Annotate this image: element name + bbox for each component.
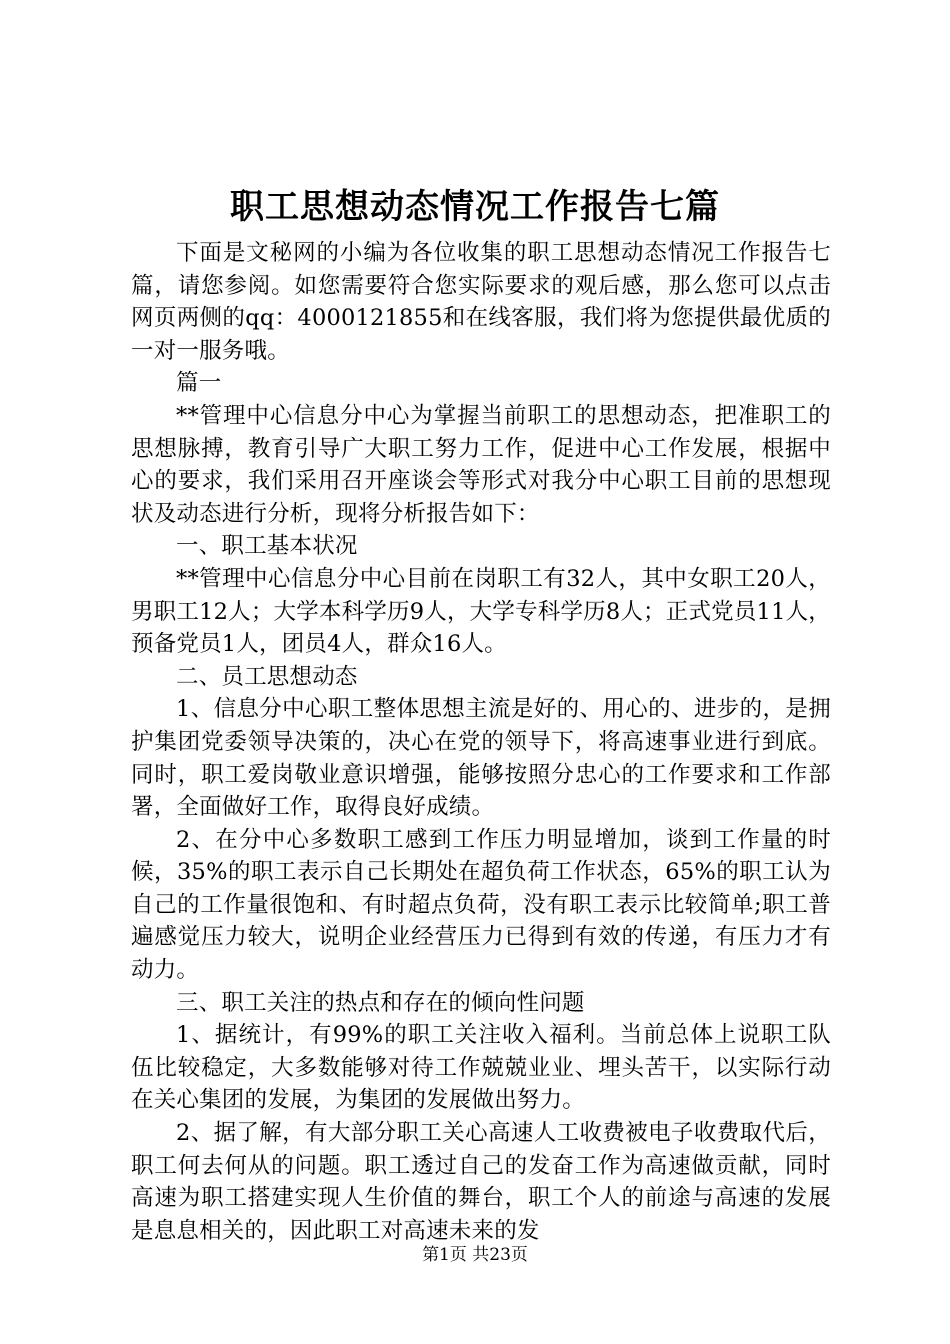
page-number-footer: 第1页 共23页 (422, 1245, 528, 1265)
body-paragraph: 2、据了解，有大部分职工关心高速人工收费被电子收费取代后，职工何去何从的问题。职工透过自己的发奋工作为高速做贡献，同时高速为职工搭建实现人生价值的舞台，职工个人的前途与高速的发展是息息相关的，因此职工对高速未来的发 (131, 1120, 831, 1244)
body-paragraph: 2、在分中心多数职工感到工作压力明显增加，谈到工作量的时候，35%的职工表示自己长期处在超负荷工作状态，65%的职工认为自己的工作量很饱和、有时超点负荷，没有职工表示比较简单;职工普遍感觉压力较大，说明企业经营压力已得到有效的传递，有压力才有动力。 (131, 826, 831, 984)
document-title: 职工思想动态情况工作报告七篇 (230, 187, 720, 227)
body-paragraph: 1、信息分中心职工整体思想主流是好的、用心的、进步的，是拥护集团党委领导决策的，决心在党的领导下，将高速事业进行到底。同时，职工爱岗敬业意识增强，能够按照分忠心的工作要求和工作部署，全面做好工作，取得良好成绩。 (131, 696, 831, 821)
section-heading-basic-status: 一、职工基本状况 (176, 533, 358, 560)
document-body (131, 237, 831, 1247)
section-heading-part-one: 篇一 (176, 370, 222, 397)
body-paragraph: **管理中心信息分中心目前在岗职工有32人，其中女职工20人，男职工12人；大学本科学历9人，大学专科学历8人；正式党员11人，预备党员1人，团员4人，群众16人。 (131, 565, 831, 658)
body-paragraph: 1、据统计，有99%的职工关注收入福利。当前总体上说职工队伍比较稳定，大多数能够对待工作兢兢业业、埋头苦干，以实际行动在关心集团的发展，为集团的发展做出努力。 (131, 1022, 831, 1114)
intro-paragraph: 下面是文秘网的小编为各位收集的职工思想动态情况工作报告七篇，请您参阅。如您需要符合您实际要求的观后感，那么您可以点击网页两侧的qq：4000121855和在线客服，我们将为您提供最优质的一对一服务哦。 (131, 240, 831, 364)
section-heading-employee-thinking: 二、员工思想动态 (176, 663, 358, 690)
body-paragraph: **管理中心信息分中心为掌握当前职工的思想动态，把准职工的思想脉搏，教育引导广大职工努力工作，促进中心工作发展，根据中心的要求，我们采用召开座谈会等形式对我分中心职工目前的思想现状及动态进行分析，现将分析报告如下： (131, 402, 831, 527)
section-heading-hot-issues: 三、职工关注的热点和存在的倾向性问题 (176, 989, 585, 1016)
